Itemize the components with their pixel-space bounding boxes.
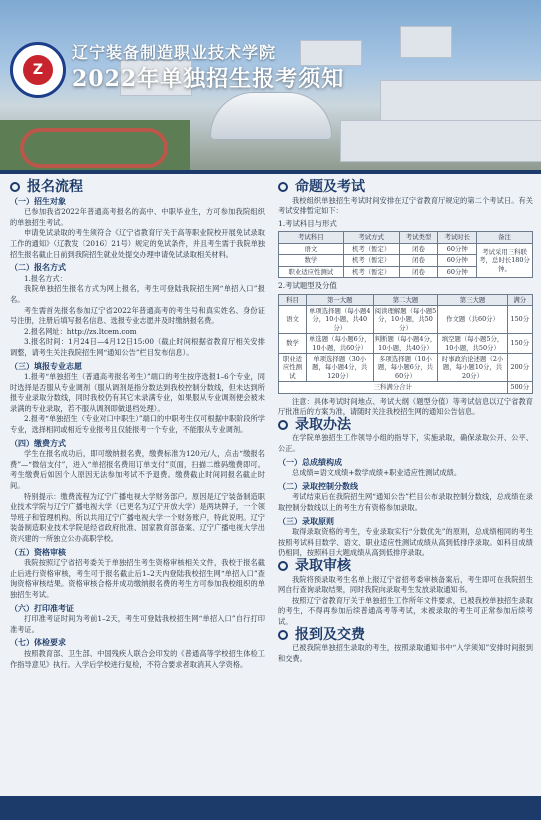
table-note-cell: 考试采用三科联考，总时长180分钟。 [477,243,533,277]
table-cell: 机考（暂定） [343,243,399,254]
section-title: 报名流程 [10,182,265,193]
paragraph: 申请免试录取的考生须符合《辽宁省教育厅关于高等职业院校开展免试录取工作的通知》（辽教发〔2016〕21号）规定的免试条件，并且考生需于我院单独招生报名截止日前到我院招生就业处提交办理申请免试录取相关材料。 [10,228,265,259]
table-cell: 60分钟 [438,255,477,266]
paragraph: 1.报名方式： [24,273,67,283]
paragraph: 按照辽宁省教育厅关于单独招生工作所年文件要求，已被我校单独招生录取的考生，不得再参加后续普通高考等考试，未被录取的考生可正常参加后续考试。 [278,595,533,626]
table-cell: 机考（暂定） [343,255,399,266]
table-header-cell: 考试时长 [438,232,477,243]
paragraph: 3.报名时间：1月24日—4月12日15:00（截止时间根据省教育厅相关安排调整，请考生关注我院招生网“通知公告”栏目发布信息）。 [10,337,265,357]
subsection-title: （三）填报专业志愿 [10,360,82,371]
building [340,120,541,162]
section-title: 录取审核 [278,561,533,572]
school-name: 辽宁装备制造职业技术学院 [72,43,277,62]
table-header-cell: 考试类型 [399,232,438,243]
page-title: 2022年单独招生报考须知 [72,66,345,92]
subsection-title: （二）报名方式 [10,262,66,273]
table-cell: 填空题（每小题5分，10小题，共50分） [438,334,507,354]
paragraph: 考生需首先报名参加辽宁省2022年普通高考的考生号和真实姓名、身份证号注册，注册后填写报名信息、选报专业志愿并及时缴纳报名费。 [10,305,265,326]
table-cell: 数学 [279,255,344,266]
campus-photo [0,0,541,170]
paragraph: 已参加我省2022年普通高考报名的高中、中职毕业生，方可参加我院组织的单独招生考试。 [10,207,265,227]
paragraph: 注意：具体考试时间地点、考试大纲（题型分值）等考试信息以辽宁省教育厅批准后的方案为准，请随时关注我校招生网的通知公告信息。 [278,396,533,417]
subsection-title: （五）资格审核 [10,546,66,557]
paragraph: 按照教育部、卫生部、中国残疾人联合会印发的《普通高等学校招生体检工作指导意见》执行。入学后学校进行复检，不符合要求者取消其入学资格。 [10,648,265,669]
table-header-cell: 第二大题 [373,294,438,305]
table-cell: 60分钟 [438,266,477,277]
subsection-title: （一）总成绩构成 [278,456,342,467]
footer-band [0,796,541,820]
table-header-cell: 满分 [507,294,532,305]
table-cell: 机考（暂定） [343,266,399,277]
gymnasium-dome [210,92,332,140]
table-header-cell: 第三大题 [438,294,507,305]
table-cell: 数学 [279,334,307,354]
paragraph: 我校组织单独招生考试时间安排在辽宁省教育厅规定的第二个考试日。有关考试安排暂定如下： [278,195,533,216]
paragraph: 在学院单独招生工作领导小组的指导下，实施录取，确保录取公开、公平、公正。 [278,433,533,454]
subsection-title: （三）录取原则 [278,515,334,526]
building [400,26,452,58]
subsection-title: （四）缴费方式 [10,437,66,448]
table-cell: 闭卷 [399,243,438,254]
paragraph: 我院按照辽宁省招考委关于单独招生考生资格审核相关文件，我校于报名截止后进行资格审核，考生可于报名截止后1–2天内登陆我校招生网“单招入口”查询资格审核结果。资格审核合格并成功缴纳报名费的考生方可参加我校组织的单独招生考试。 [10,558,265,599]
ring-icon [278,182,288,192]
paragraph: 2.报名网址：http://zs.ltcem.com [24,326,137,336]
table-row [279,334,533,354]
right-column [278,180,533,664]
table-cell: 单项选择题（每小题4分，10小题，共40分） [306,306,373,334]
table-cell: 职业适应性测试 [279,266,344,277]
subsection-title: （二）录取控制分数线 [278,480,358,491]
running-track [20,128,168,168]
table-header-cell: 备注 [477,232,533,243]
table-cell: 60分钟 [438,243,477,254]
ring-icon [278,561,288,571]
table-header-cell: 考试科目 [279,232,344,243]
table-row [279,306,533,334]
paragraph: 取得录取资格的考生，专业录取实行“分数优先”的原则，总成绩相同的考生按照考试科目数学、语文、职业适应性测试成绩从高到低排序录取。如科目成绩仍相同，按照科目大题成绩从高到低排序录取。 [278,527,533,558]
table-caption: 2.考试题型及分值 [278,281,337,290]
paragraph: 考试结束后在我院招生网“通知公告”栏目公布录取控制分数线，总成绩在录取控制分数线以上的考生方有资格参加录取。 [278,492,533,512]
paragraph: 特别提示：缴费流程为辽宁广播电视大学财务部户。原因是辽宁装备制造职业技术学院与辽宁广播电视大学（已更名为辽宁开放大学）是两块牌子，一个领导班子和管理机构。所以共用辽宁广播电视大学一个财务账户，特此说明。辽宁装备制造职业技术学院是经省政府批准、国家教育部备案、辽宁广播电视大学出资兴建的一所独立公办高职学校。 [10,491,265,543]
ring-icon [10,182,20,192]
table-cell: 闭卷 [399,266,438,277]
table-cell: 500分 [507,382,532,393]
paragraph: 打印准考证时间为考前1–2天，考生可登陆我校招生网“单招入口”自行打印准考证。 [10,614,265,634]
paragraph: 1.报考“单独招生（普通高考报名考生）”端口的考生按序选报1–6个专业，同时选择是否服从专业调剂（服从调剂是指分数达到我校控制分数线，但未达到所报专业录取分数线，同时我校仍有其它未录满专业，如果服从专业调剂便会被未录满的专业录取，若不服从调剂即做退档处理）。 [10,372,265,413]
table-row [279,354,533,382]
ring-icon [278,420,288,430]
table-cell: 200分 [507,354,532,382]
section-title: 报到及交费 [278,630,533,641]
left-column [10,180,265,670]
paragraph: 我院将预录取考生名单上报辽宁省招考委审核备案后，考生即可在我院招生网自行查询录取结果，同时我院向录取考生发放录取通知书。 [278,574,533,595]
table-total-row [279,382,533,393]
table-cell: 时事政治论述题（2小题，每小题10分，共20分） [438,354,507,382]
paragraph: 学生在报名成功后，即可缴纳报名费，缴费标准为120元/人，点击“缴报名费”—“微信支付”，进入“单招报名费用订单支付”页面，扫描二维码缴费即可。考生缴费后如因个人原因无法参加考试不予退费。缴费截止时间同报名截止时间。 [10,449,265,491]
subsection-title: （六）打印准考证 [10,602,74,613]
table-cell: 150分 [507,334,532,354]
table-header-cell: 第一大题 [306,294,373,305]
table-cell: 单项选择题（30小题，每小题4分，共120分） [306,354,373,382]
table-cell: 职业适应性测试 [279,354,307,382]
subsection-title: （一）招生对象 [10,195,66,206]
ring-icon [278,630,288,640]
header-band [0,170,541,174]
paragraph: 总成绩=语文成绩+数学成绩+职业适应性测试成绩。 [292,468,462,478]
table-cell: 阅读理解题（每小题5分，10小题，共50分） [374,307,437,332]
table-cell: 语文 [279,306,307,334]
logo-emblem: Z [23,55,53,85]
table-cell: 作文题（共60分） [438,306,507,334]
table-header-cell: 考试方式 [343,232,399,243]
table-cell: 三科满分合计 [279,382,508,393]
paragraph: 我院单独招生报名方式为网上报名，考生可登陆我院招生网“单招入口”报名。 [10,284,265,304]
table-header-row [279,232,533,243]
table-row [279,243,533,254]
table-cell: 语文 [279,243,344,254]
table-cell: 150分 [507,306,532,334]
table-cell: 单选题（每小题6分，10小题，共60分） [306,334,373,354]
exam-format-table [278,294,533,394]
table-caption: 1.考试科目与形式 [278,218,337,228]
table-header-row [279,294,533,305]
subsection-title: （七）体检要求 [10,637,66,648]
table-header-cell: 科目 [279,294,307,305]
exam-subjects-table [278,231,533,278]
section-title: 录取办法 [278,420,533,431]
paragraph: 已被我院单独招生录取的考生，按照录取通知书中“入学须知”安排时间报到和交费。 [278,643,533,663]
school-logo [10,42,66,98]
table-cell: 闭卷 [399,255,438,266]
section-title: 命题及考试 [278,182,533,193]
table-cell: 多项选择题（10小题，每小题6分，共60分） [373,354,438,382]
table-cell: 判断题（每小题4分，10小题，共40分） [374,335,437,352]
paragraph: 2.报考“单独招生（专业对口中职生）”端口的中职考生仅可根据中职阶段所学专业，选择相同或相近专业报考且仅能报考一个专业，不能服从专业调剂。 [10,414,265,435]
